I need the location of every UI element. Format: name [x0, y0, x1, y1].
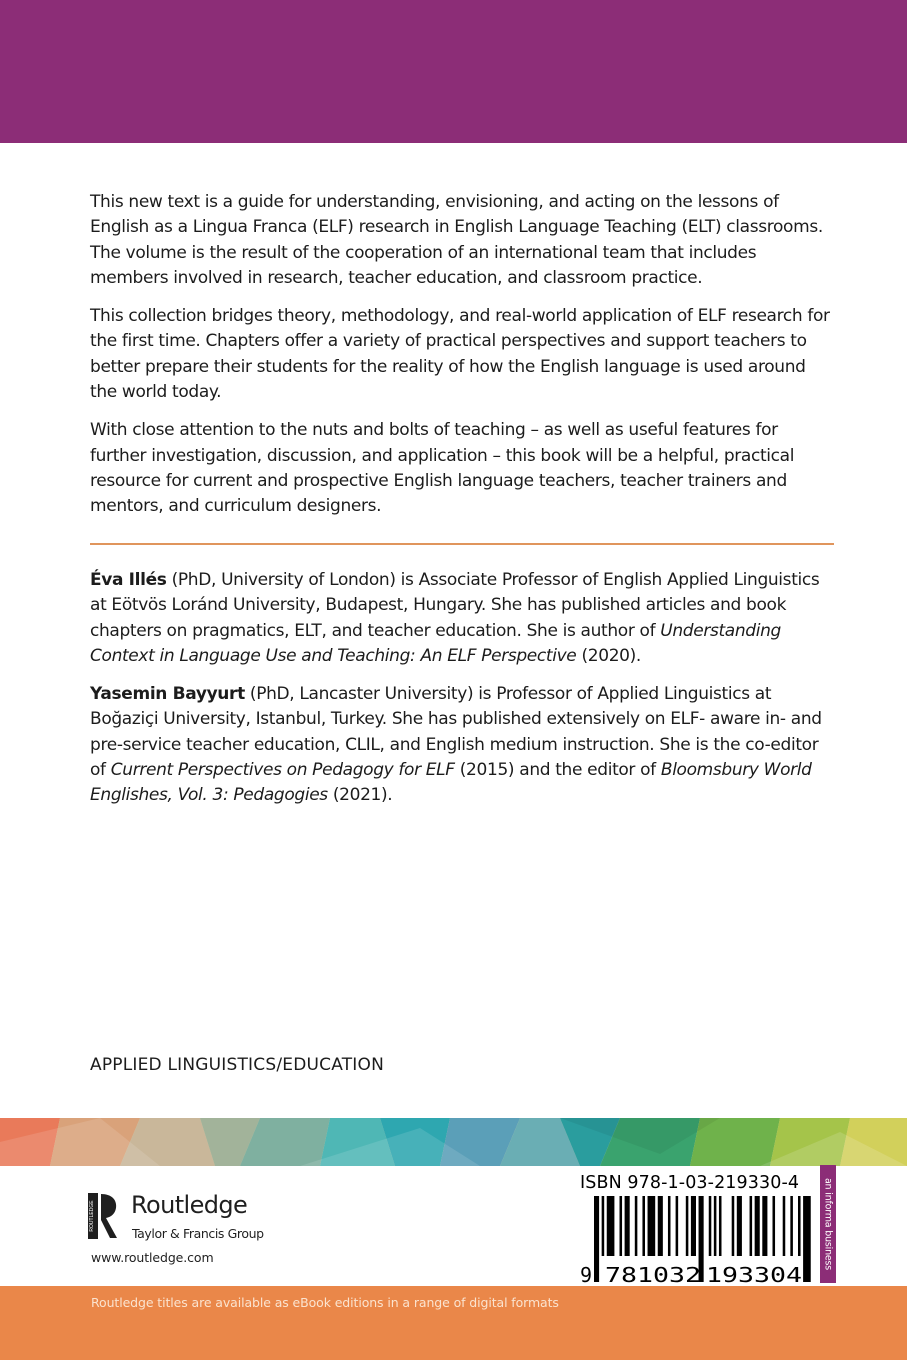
publisher-website[interactable]: www.routledge.com	[91, 1250, 214, 1265]
isbn-label: ISBN 978-1-03-219330-4	[580, 1173, 800, 1193]
author-name-bayyurt: Yasemin Bayyurt	[90, 684, 245, 705]
publisher-group: Taylor & Francis Group	[132, 1226, 264, 1241]
book-title: Understanding Context in Language Use and Teaching: An ELF Perspective	[90, 620, 781, 666]
blurb-paragraph-1: This new text is a guide for understanding, envisioning, and acting on the lessons of English as a Lingua Franca (ELF) research in English Language Teaching (ELT) classrooms. The volume is the result of the cooperation of an international team that includes members involved in research, teacher education, and classroom practice.	[90, 192, 823, 288]
ebook-notice: Routledge titles are available as eBook editions in a range of digital formats	[91, 1295, 559, 1310]
barcode-lead-digit: 9	[580, 1263, 593, 1285]
subject-category: APPLIED LINGUISTICS/EDUCATION	[90, 1055, 385, 1075]
informa-text: an informa business	[822, 1177, 834, 1271]
top-color-band	[0, 0, 907, 143]
barcode-right-digits: 193304	[706, 1263, 802, 1285]
author-bios	[90, 568, 830, 822]
informa-badge	[820, 1165, 836, 1283]
routledge-logo-icon	[88, 1192, 120, 1240]
blurb-paragraph-3: With close attention to the nuts and bolts of teaching – as well as useful features for further investigation, discussion, and application – this book will be a helpful, practical resource for current and prospective English language teachers, teacher trainers and mentors, and curriculum designers.	[90, 420, 795, 517]
book-title: Bloomsbury World Englishes, Vol. 3: Pedagogies	[90, 760, 812, 806]
barcode-digits	[580, 1255, 816, 1285]
bio-bayyurt: Yasemin Bayyurt (PhD, Lancaster University) is Professor of Applied Linguistics at Boğaziçi University, Istanbul, Turkey. She has published extensively on ELF- aware in- and pre-service teacher education, CLIL, and English medium instruction. She is the co-editor of Current Perspectives on Pedagogy for ELF (2015) and the editor of Bloomsbury World Englishes, Vol. 3: Pedagogies (2021).	[90, 684, 822, 806]
description-blurb	[90, 190, 830, 533]
bottom-color-band	[0, 1286, 907, 1360]
book-title: Current Perspectives on Pedagogy for ELF	[110, 760, 455, 781]
logo-vertical-text: ROUTLEDGE	[89, 1200, 95, 1232]
section-divider	[90, 543, 834, 545]
bio-illes: Éva Illés (PhD, University of London) is Associate Professor of English Applied Linguistics at Eötvös Loránd University, Budapest, Hungary. She has published articles and book chapters on pragmatics, ELT, and teacher education. She is author of Understanding Context in Language Use and Teaching: An ELF Perspective (2020).	[90, 570, 820, 666]
blurb-paragraph-2: This collection bridges theory, methodology, and real-world application of ELF research for the first time. Chapters offer a variety of practical perspectives and support teachers to better prepare their students for the reality of how the English language is used around the world today.	[90, 306, 830, 403]
publisher-name: Routledge	[131, 1191, 248, 1219]
author-name-illes: Éva Illés	[90, 570, 167, 590]
color-mosaic-strip	[0, 1118, 907, 1166]
barcode-left-digits: 781032	[605, 1263, 701, 1285]
